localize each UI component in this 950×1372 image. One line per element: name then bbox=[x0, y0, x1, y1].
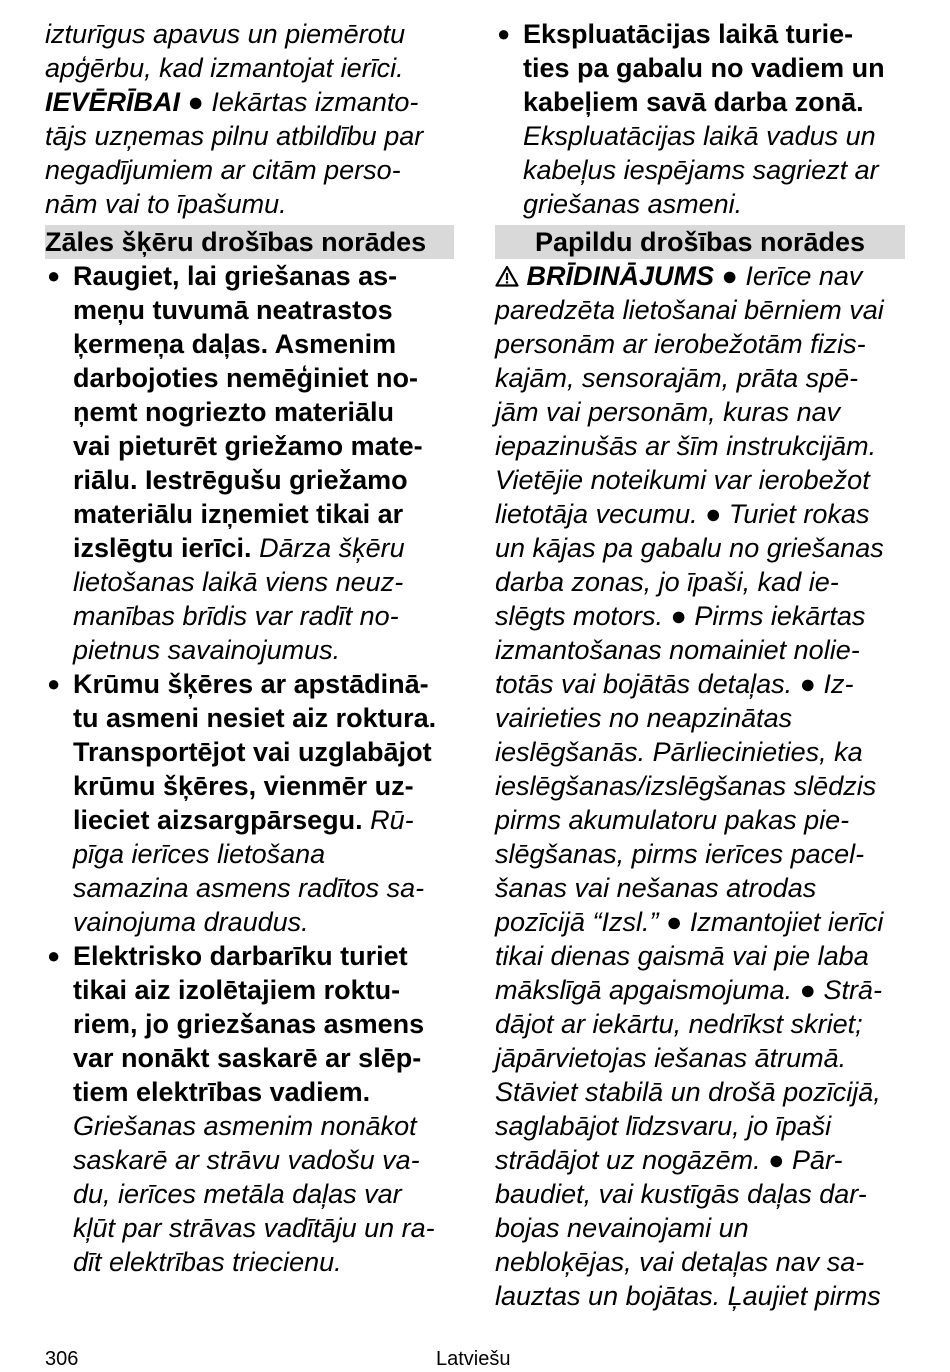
warning-text-line: paredzēta lietošanai bērniem vai bbox=[495, 295, 884, 325]
bullet-bold-line: darbojoties nemēģiniet no- bbox=[73, 363, 419, 393]
bullet-bold-line: tikai aiz izolētajiem roktu- bbox=[73, 975, 401, 1005]
bullet-marker: ● bbox=[497, 21, 511, 46]
bullet-italic-text: Dārza šķēru bbox=[251, 533, 405, 563]
notice-text-line: negadījumiem ar citām perso- bbox=[45, 155, 401, 185]
warning-text-line: dājot ar iekārtu, nedrīkst skriet; bbox=[495, 1009, 863, 1039]
warning-text-line: slēgts motors. ● Pirms iekārtas bbox=[495, 601, 866, 631]
warning-text-line: šanas vai nešanas atrodas bbox=[495, 873, 817, 903]
bullet-italic-text: Rū- bbox=[362, 805, 414, 835]
warning-text: ● Ierīce nav bbox=[714, 261, 863, 291]
warning-text-line: slēgšanas, pirms ierīces pacel- bbox=[495, 839, 865, 869]
bullet-bold-line: Ekspluatācijas laikā turie- bbox=[523, 19, 854, 49]
warning-text-line: vairieties no neapzinātas bbox=[495, 703, 793, 733]
warning-text-line: pozīcijā “Izsl.” ● Izmantojiet ierīci bbox=[495, 907, 884, 937]
warning-text-line: nebloķējas, vai detaļas nav sa- bbox=[495, 1247, 865, 1277]
warning-text-line: jāpārvietojas iešanas ātrumā. bbox=[495, 1043, 847, 1073]
bullet-bold-text: izslēgtu ierīci. bbox=[73, 533, 252, 563]
warning-triangle-icon bbox=[495, 261, 519, 283]
right-column bbox=[495, 17, 907, 1313]
bullet-bold-line: Transportējot vai uzglabājot bbox=[73, 737, 432, 767]
bullet-bold-line: Elektrisko darbarīku turiet bbox=[73, 941, 408, 971]
bullet-italic-line: lietošanas laikā viens neuz- bbox=[73, 567, 404, 597]
bullet-italic-line: dīt elektrības triecienu. bbox=[73, 1247, 342, 1277]
bullet-bold-line: meņu tuvumā neatrastos bbox=[73, 295, 393, 325]
safety-bullet bbox=[45, 259, 457, 667]
bullet-bold-line: var nonākt saskarē ar slēp- bbox=[73, 1043, 422, 1073]
warning-text-line: totās vai bojātās detaļas. ● Iz- bbox=[495, 669, 854, 699]
notice-text: ● Iekārtas izmanto- bbox=[180, 87, 419, 117]
warning-text-line: pirms akumulatoru pakas pie- bbox=[495, 805, 850, 835]
page-number: 306 bbox=[45, 1348, 79, 1370]
warning-text-line: Vietējie noteikumi var ierobežot bbox=[495, 465, 870, 495]
warning-text-line: jām vai personām, kuras nav bbox=[495, 397, 841, 427]
warning-text-line: lauztas un bojātas. Ļaujiet pirms bbox=[495, 1281, 881, 1311]
warning-text-line: Stāviet stabilā un drošā pozīcijā, bbox=[495, 1077, 881, 1107]
bullet-marker: ● bbox=[47, 943, 61, 968]
warning-text-line: baudiet, vai kustīgās daļas dar- bbox=[495, 1179, 867, 1209]
warning-text-line: personām ar ierobežotām fizis- bbox=[495, 329, 866, 359]
bullet-italic-line: samazina asmens radītos sa- bbox=[73, 873, 425, 903]
warning-text-line: kajām, sensorajām, prāta spē- bbox=[495, 363, 859, 393]
safety-bullet bbox=[45, 667, 457, 939]
warning-text-line: lietotāja vecumu. ● Turiet rokas bbox=[495, 499, 870, 529]
bullet-bold-line: riem, jo griezšanas asmens bbox=[73, 1009, 425, 1039]
left-column bbox=[45, 17, 457, 1279]
notice-label: IEVĒRĪBAI bbox=[45, 87, 181, 117]
bullet-italic-line: pīga ierīces lietošana bbox=[73, 839, 326, 869]
bullet-italic-line: pietnus savainojumus. bbox=[73, 635, 341, 665]
warning-text-line: saglabājot līdzsvaru, jo īpaši bbox=[495, 1111, 832, 1141]
bullet-italic-line: du, ierīces metāla daļas var bbox=[73, 1179, 402, 1209]
warning-text-line: bojas nevainojami un bbox=[495, 1213, 749, 1243]
bullet-italic-line: saskarē ar strāvu vadošu va- bbox=[73, 1145, 420, 1175]
bullet-mixed-line bbox=[73, 803, 457, 837]
bullet-bold-line: vai pieturēt griežamo mate- bbox=[73, 431, 423, 461]
intro-text-line: apģērbu, kad izmantojat ierīci. bbox=[45, 53, 404, 83]
warning-text-line: tikai dienas gaismā vai pie laba bbox=[495, 941, 869, 971]
warning-text-line: darba zonas, jo īpaši, kad ie- bbox=[495, 567, 839, 597]
bullet-marker: ● bbox=[47, 263, 61, 288]
safety-bullet bbox=[45, 939, 457, 1279]
bullet-italic-line: kļūt par strāvas vadītāju un ra- bbox=[73, 1213, 435, 1243]
bullet-bold-line: riālu. Iestrēgušu griežamo bbox=[73, 465, 408, 495]
intro-text-line: izturīgus apavus un piemērotu bbox=[45, 19, 406, 49]
section-heading-additional-safety: Papildu drošības norādes bbox=[495, 225, 905, 259]
bullet-bold-line: tiem elektrības vadiem. bbox=[73, 1077, 371, 1107]
warning-label: BRĪDINĀJUMS bbox=[526, 261, 715, 291]
bullet-italic-line: Ekspluatācijas laikā vadus un bbox=[523, 121, 876, 151]
bullet-bold-line: Raugiet, lai griešanas as- bbox=[73, 261, 398, 291]
bullet-bold-text: lieciet aizsargpārsegu. bbox=[73, 805, 363, 835]
warning-text-line: izmantošanas nomainiet nolie- bbox=[495, 635, 860, 665]
bullet-bold-line: tu asmeni nesiet aiz roktura. bbox=[73, 703, 437, 733]
bullet-bold-line: ķermeņa daļas. Asmenim bbox=[73, 329, 397, 359]
bullet-italic-line: manības brīdis var radīt no- bbox=[73, 601, 399, 631]
notice-line bbox=[45, 85, 457, 119]
safety-bullet bbox=[495, 17, 907, 221]
warning-line bbox=[495, 259, 907, 293]
bullet-italic-line: Griešanas asmenim nonākot bbox=[73, 1111, 417, 1141]
warning-text-line: ieslēgšanās. Pārliecinieties, ka bbox=[495, 737, 863, 767]
bullet-bold-line: ņemt nogriezto materiālu bbox=[73, 397, 395, 427]
warning-text-line: iepazinušās ar šīm instrukcijām. bbox=[495, 431, 877, 461]
bullet-mixed-line bbox=[73, 531, 457, 565]
warning-text-line: strādājot uz nogāzēm. ● Pār- bbox=[495, 1145, 843, 1175]
bullet-bold-line: ties pa gabalu no vadiem un bbox=[523, 53, 885, 83]
notice-text-line: nām vai to īpašumu. bbox=[45, 189, 287, 219]
bullet-bold-line: kabeļiem savā darba zonā. bbox=[523, 87, 864, 117]
bullet-marker: ● bbox=[47, 671, 61, 696]
warning-text-line: ieslēgšanas/izslēgšanas slēdzis bbox=[495, 771, 877, 801]
bullet-italic-line: kabeļus iespējams sagriezt ar bbox=[523, 155, 879, 185]
warning-text-line: mākslīgā apgaismojuma. ● Strā- bbox=[495, 975, 882, 1005]
bullet-italic-line: griešanas asmeni. bbox=[523, 189, 743, 219]
section-heading-grass-shears: Zāles šķēru drošības norādes bbox=[45, 225, 454, 259]
bullet-bold-line: krūmu šķēres, vienmēr uz- bbox=[73, 771, 414, 801]
bullet-bold-line: materiālu izņemiet tikai ar bbox=[73, 499, 404, 529]
bullet-bold-line: Krūmu šķēres ar apstādinā- bbox=[73, 669, 429, 699]
footer-language: Latviešu bbox=[436, 1348, 511, 1370]
bullet-italic-line: vainojuma draudus. bbox=[73, 907, 309, 937]
warning-text-line: un kājas pa gabalu no griešanas bbox=[495, 533, 884, 563]
notice-text-line: tājs uzņemas pilnu atbildību par bbox=[45, 121, 424, 151]
